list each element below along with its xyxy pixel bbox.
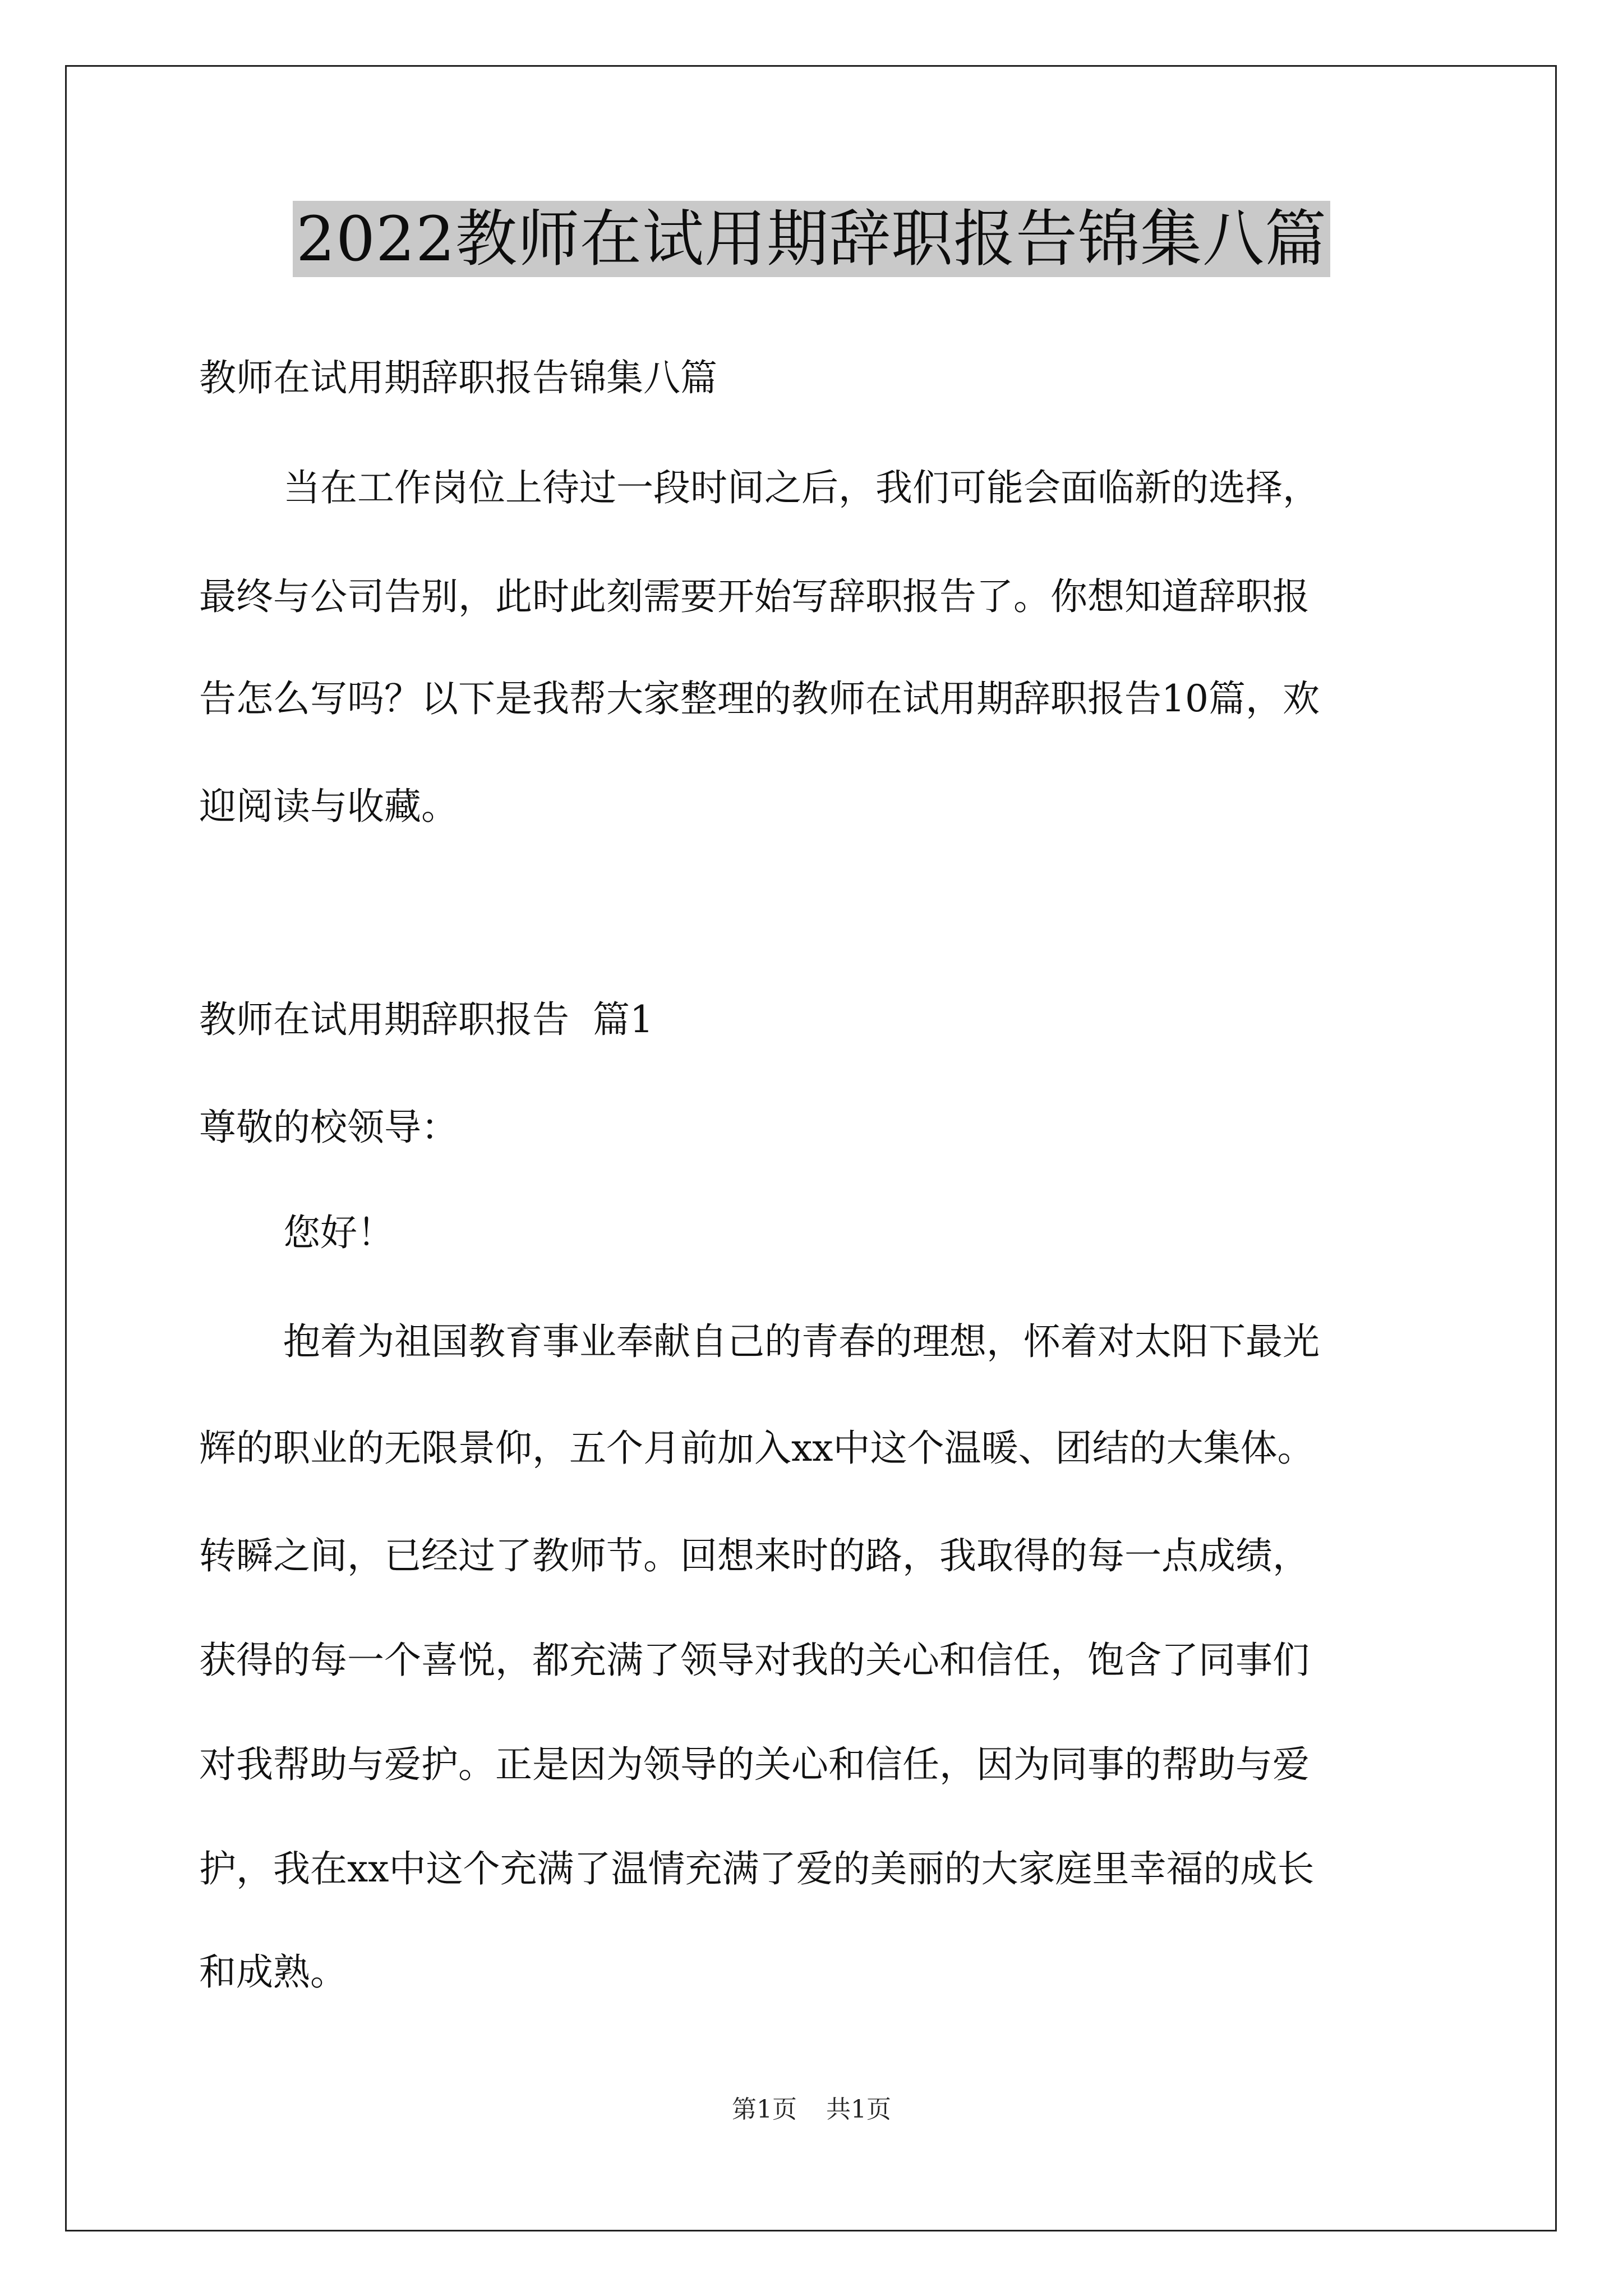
title-container: [0, 201, 1623, 277]
intro-line-4: 迎阅读与收藏。: [199, 785, 458, 828]
body-line-3: 转瞬之间，已经过了教师节。回想来时的路，我取得的每一点成绩，: [199, 1534, 1310, 1577]
body-line-1: 抱着为祖国教育事业奉献自己的青春的理想，怀着对太阳下最光: [283, 1320, 1320, 1363]
body-line-6: 护，我在xx中这个充满了温情充满了爱的美丽的大家庭里幸福的成长: [199, 1847, 1315, 1890]
salutation: 尊敬的校领导：: [199, 1106, 458, 1149]
body-line-7: 和成熟。: [199, 1950, 347, 1994]
page-number-current: 第1页: [732, 2095, 797, 2124]
section-heading: 教师在试用期辞职报告 篇1: [199, 998, 653, 1041]
body-line-5: 对我帮助与爱护。正是因为领导的关心和信任，因为同事的帮助与爱: [199, 1743, 1310, 1786]
document-title: 2022教师在试用期辞职报告锦集八篇: [293, 201, 1330, 277]
intro-line-3: 告怎么写吗？以下是我帮大家整理的教师在试用期辞职报告10篇，欢: [199, 677, 1320, 720]
body-line-4: 获得的每一个喜悦，都充满了领导对我的关心和信任，饱含了同事们: [199, 1639, 1310, 1682]
page-footer: [0, 2094, 1623, 2125]
intro-line-1: 当在工作岗位上待过一段时间之后，我们可能会面临新的选择，: [283, 466, 1320, 509]
document-subtitle: 教师在试用期辞职报告锦集八篇: [199, 356, 717, 399]
page-number-total: 共1页: [826, 2095, 891, 2124]
greeting: 您好！: [283, 1211, 394, 1254]
body-line-2: 辉的职业的无限景仰，五个月前加入xx中这个温暖、团结的大集体。: [199, 1427, 1315, 1470]
intro-line-2: 最终与公司告别，此时此刻需要开始写辞职报告了。你想知道辞职报: [199, 575, 1310, 618]
